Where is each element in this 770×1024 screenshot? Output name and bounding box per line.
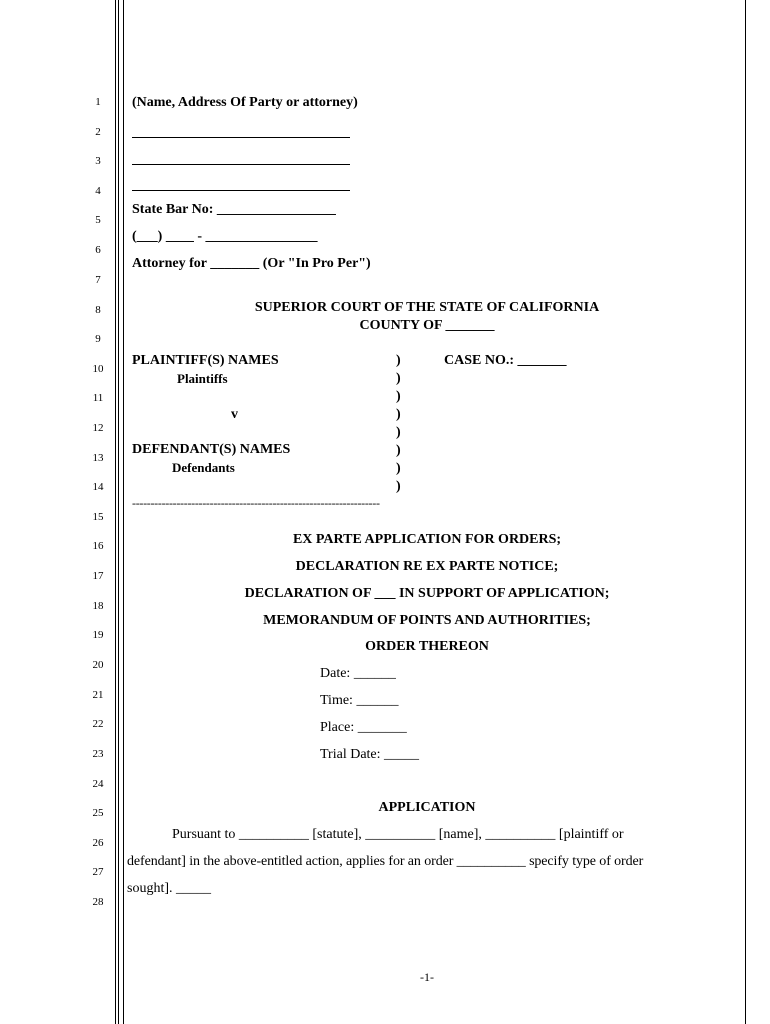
line-number: 4 — [95, 185, 101, 197]
caption-paren: ) — [396, 461, 401, 476]
address-blank-1 — [132, 137, 350, 138]
right-margin-rule — [745, 0, 746, 1024]
court-name: SUPERIOR COURT OF THE STATE OF CALIFORNIA — [254, 300, 600, 315]
defendants-label: Defendants — [172, 460, 235, 475]
application-line: sought]. _____ — [127, 881, 211, 896]
caption-paren: ) — [396, 479, 401, 494]
line-number: 5 — [95, 214, 101, 226]
line-number: 23 — [92, 748, 104, 760]
application-line: defendant] in the above-entitled action, applies for an order __________ specify type of order — [127, 854, 644, 869]
title-line: EX PARTE APPLICATION FOR ORDERS; — [292, 532, 562, 547]
line-number: 18 — [92, 600, 104, 612]
caption-paren: ) — [396, 353, 401, 368]
caption-paren: ) — [396, 425, 401, 440]
line-number: 17 — [92, 570, 104, 582]
page-number: -1- — [420, 970, 434, 984]
line-number: 11 — [92, 392, 104, 404]
left-margin-rule-outer-2 — [118, 0, 119, 1024]
trial-date: Trial Date: _____ — [320, 747, 420, 762]
party-line: (Name, Address Of Party or attorney) — [132, 95, 358, 110]
hearing-place: Place: _______ — [320, 720, 407, 735]
address-blank-3 — [132, 190, 350, 191]
line-number: 24 — [92, 778, 104, 790]
line-number: 21 — [92, 689, 104, 701]
state-bar-line: State Bar No: _________________ — [132, 202, 336, 217]
line-number: 1 — [95, 96, 101, 108]
line-number: 7 — [95, 274, 101, 286]
plaintiffs-label: Plaintiffs — [177, 371, 228, 386]
left-margin-rule-inner — [123, 0, 124, 1024]
hearing-time: Time: ______ — [320, 693, 399, 708]
court-county: COUNTY OF _______ — [359, 318, 495, 333]
line-number: 22 — [92, 718, 104, 730]
line-number: 20 — [92, 659, 104, 671]
caption-paren: ) — [396, 371, 401, 386]
defendant-names: DEFENDANT(S) NAMES — [132, 442, 291, 457]
line-number: 6 — [95, 244, 101, 256]
line-number: 25 — [92, 807, 104, 819]
line-number: 9 — [95, 333, 101, 345]
caption-paren: ) — [396, 443, 401, 458]
title-line: ORDER THEREON — [365, 639, 489, 654]
line-number: 2 — [95, 126, 101, 138]
caption-divider: ------------------------------------------------------------------- — [132, 496, 380, 510]
line-number: 13 — [92, 452, 104, 464]
line-number: 19 — [92, 629, 104, 641]
left-margin-rule-outer-1 — [115, 0, 116, 1024]
application-heading: APPLICATION — [378, 800, 476, 815]
line-number: 27 — [92, 866, 104, 878]
caption-paren: ) — [396, 389, 401, 404]
application-line: Pursuant to __________ [statute], __________ [name], __________ [plaintiff or — [172, 827, 624, 842]
hearing-date: Date: ______ — [320, 666, 396, 681]
phone-line: (___) ____ - ________________ — [132, 229, 318, 244]
caption-paren: ) — [396, 407, 401, 422]
attorney-for-line: Attorney for _______ (Or "In Pro Per") — [132, 256, 371, 271]
line-number: 28 — [92, 896, 104, 908]
title-line: DECLARATION RE EX PARTE NOTICE; — [295, 559, 559, 574]
versus-label: v — [231, 407, 238, 422]
title-line: MEMORANDUM OF POINTS AND AUTHORITIES; — [263, 613, 591, 628]
address-blank-2 — [132, 164, 350, 165]
line-number: 14 — [92, 481, 104, 493]
line-number: 10 — [92, 363, 104, 375]
case-number: CASE NO.: _______ — [444, 353, 567, 368]
line-number: 16 — [92, 540, 104, 552]
line-number: 12 — [92, 422, 104, 434]
line-number: 3 — [95, 155, 101, 167]
plaintiff-names: PLAINTIFF(S) NAMES — [132, 353, 279, 368]
line-number: 26 — [92, 837, 104, 849]
line-number: 15 — [92, 511, 104, 523]
line-number: 8 — [95, 304, 101, 316]
title-line: DECLARATION OF ___ IN SUPPORT OF APPLICATION; — [244, 586, 610, 601]
